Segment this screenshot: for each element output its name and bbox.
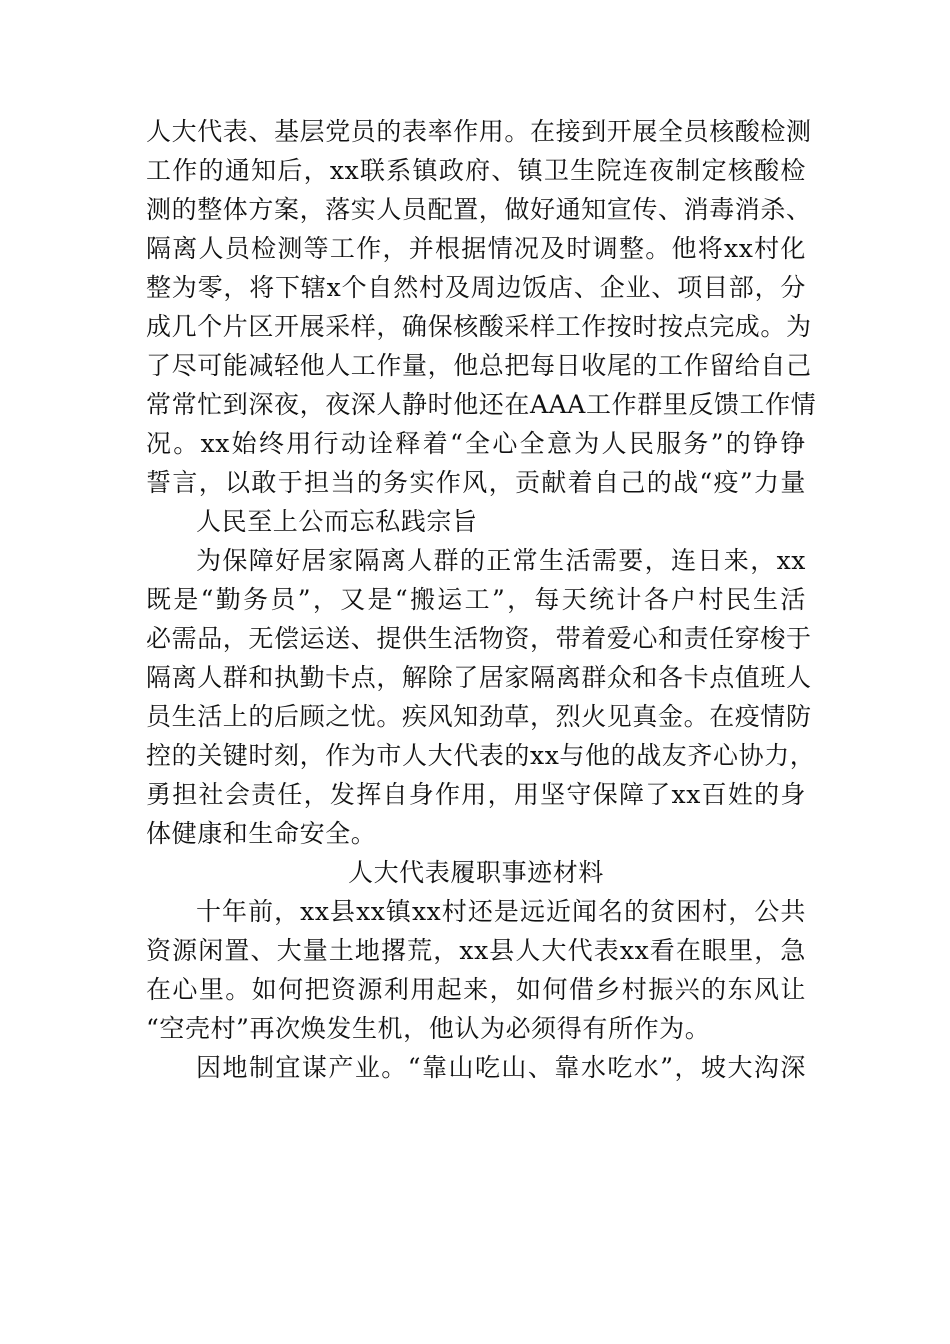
text-line: 员生活上的后顾之忧。疾风知劲草，烈火见真金。在疫情防 [146, 702, 812, 731]
text-line: 成几个片区开展采样，确保核酸采样工作按时按点完成。为 [146, 312, 812, 341]
document-title: 人大代表履职事迹材料 [347, 858, 604, 887]
text-line: 为保障好居家隔离人群的正常生活需要，连日来，xx [196, 546, 806, 575]
text-line: 十年前，xx县xx镇xx村还是远近闻名的贫困村，公共 [196, 897, 806, 926]
text-line: 整为零，将下辖x个自然村及周边饭店、企业、项目部，分 [146, 273, 806, 302]
text-line: 隔离人群和执勤卡点，解除了居家隔离群众和各卡点值班人 [146, 663, 812, 692]
text-line: 必需品，无偿运送、提供生活物资，带着爱心和责任穿梭于 [146, 624, 812, 653]
text-line: 勇担社会责任，发挥自身作用，用坚守保障了xx百姓的身 [146, 780, 806, 809]
text-line: 常常忙到深夜，夜深人静时他还在AAA工作群里反馈工作情 [146, 390, 817, 419]
text-line: 人大代表、基层党员的表率作用。在接到开展全员核酸检测 [146, 117, 812, 146]
text-line: 在心里。如何把资源利用起来，如何借乡村振兴的东风让 [146, 975, 806, 1004]
text-line: “空壳村”再次焕发生机，他认为必须得有所作为。 [146, 1014, 711, 1043]
text-line: 因地制宜谋产业。“靠山吃山、靠水吃水”，坡大沟深 [196, 1053, 806, 1082]
document-body [146, 112, 817, 1087]
text-line: 控的关键时刻，作为市人大代表的xx与他的战友齐心协力， [146, 741, 816, 770]
text-line: 资源闲置、大量土地撂荒，xx县人大代表xx看在眼里，急 [146, 936, 806, 965]
text-line: 隔离人员检测等工作，并根据情况及时调整。他将xx村化 [146, 234, 806, 263]
text-line: 测的整体方案，落实人员配置，做好通知宣传、消毒消杀、 [146, 195, 812, 224]
text-line: 况。xx始终用行动诠释着“全心全意为人民服务”的铮铮 [146, 429, 806, 458]
text-line: 既是“勤务员”，又是“搬运工”，每天统计各户村民生活 [146, 585, 806, 614]
text-line: 体健康和生命安全。 [146, 819, 377, 848]
text-line: 誓言，以敢于担当的务实作风，贡献着自己的战“疫”力量 [146, 468, 806, 497]
text-line: 了尽可能减轻他人工作量，他总把每日收尾的工作留给自己 [146, 351, 812, 380]
text-line: 工作的通知后，xx联系镇政府、镇卫生院连夜制定核酸检 [146, 156, 806, 185]
section-subheading: 人民至上公而忘私践宗旨 [196, 507, 478, 536]
